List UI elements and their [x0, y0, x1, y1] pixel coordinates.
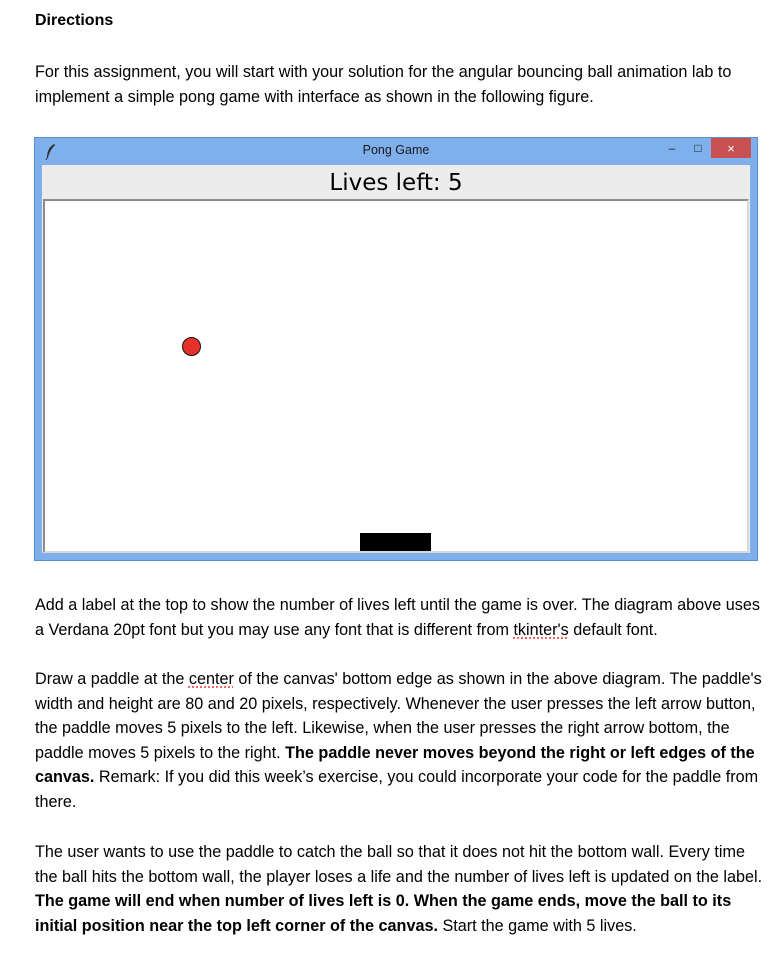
- maximize-button[interactable]: □: [694, 141, 702, 155]
- paddle-paragraph: Draw a paddle at the center of the canvas' bottom edge as shown in the above diagram. The paddle's width and height are 80 and 20 pixels, respectively. Whenever the user presses the left arrow button, the paddle moves 5 pixels to the left. Likewise, when the user presses the right arrow bottom, the paddle moves 5 pixels to the right. The paddle never moves beyond the right or left edges of the canvas. Remark: If you did this week’s exercise, you could incorporate your code for the paddle from there.: [35, 670, 762, 811]
- ball-paragraph: The user wants to use the paddle to catch the ball so that it does not hit the bottom wall. Every time the ball hits the bottom wall, the player loses a life and the number of lives left is updated on the label. The game will end when number of lives left is 0. When the game ends, move the ball to its initial position near the top left corner of the canvas. Start the game with 5 lives.: [35, 843, 763, 935]
- window-client-area: [42, 165, 750, 553]
- window-title: Pong Game: [362, 143, 430, 157]
- game-canvas: [43, 199, 749, 553]
- paddle-bold-rule: The paddle never moves beyond the right or left edges of the canvas.: [35, 743, 755, 787]
- spellcheck-word-center: center: [188, 670, 234, 688]
- ball: [182, 337, 201, 356]
- pong-game-window: [34, 137, 758, 561]
- heading-directions: Directions: [35, 12, 114, 29]
- label-paragraph: Add a label at the top to show the number of lives left until the game is over. The diagram above uses a Verdana 20pt font but you may use any font that is different from tkinter's default font.: [35, 596, 760, 639]
- close-button[interactable]: ×: [711, 138, 751, 158]
- spellcheck-word-tkinter: tkinter's: [513, 620, 569, 639]
- intro-paragraph: For this assignment, you will start with your solution for the angular bouncing ball animation lab to implement a simple pong game with interface as shown in the following figure.: [35, 63, 732, 106]
- window-titlebar: [35, 138, 757, 164]
- lives-label: Lives left: 5: [329, 170, 463, 196]
- ball-bold-rule: The game will end when number of lives left is 0. When the game ends, move the ball to its initial position near the top left corner of the canvas.: [35, 892, 732, 935]
- paddle: [360, 533, 431, 551]
- minimize-button[interactable]: –: [668, 141, 676, 155]
